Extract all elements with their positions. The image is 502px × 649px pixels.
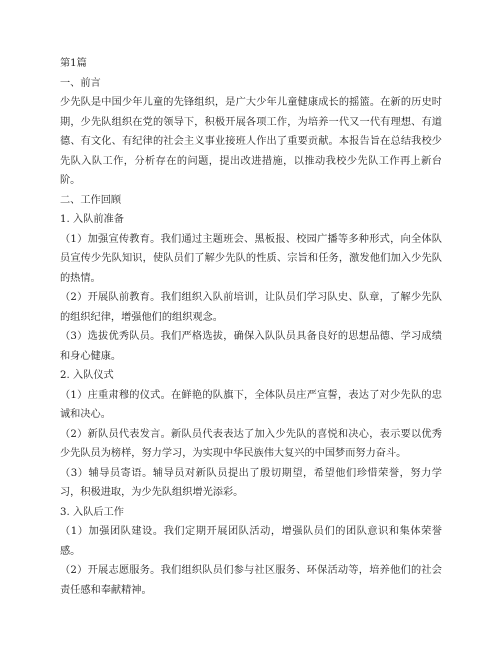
list-item: （1）加强宣传教育。我们通过主题班会、黑板报、校园广播等多种形式，向全体队员宣传少先队知识，使队员们了解少先队的性质、宗旨和任务，激发他们加入少先队的热情。 — [60, 233, 442, 284]
section-heading-preface: 一、前言 — [60, 77, 101, 89]
list-item: （1）庄重肃穆的仪式。在鲜艳的队旗下，全体队员庄严宣誓，表达了对少先队的忠诚和决心。 — [60, 389, 442, 420]
subsection-heading-preparation: 1. 入队前准备 — [60, 214, 124, 225]
list-item: （2）开展志愿服务。我们组织队员们参与社区服务、环保活动等，培养他们的社会责任感和奉献精神。 — [60, 565, 442, 596]
page-label: 第1篇 — [60, 58, 87, 69]
preface-paragraph: 少先队是中国少年儿童的先锋组织，是广大少年儿童健康成长的摇篮。在新的历史时期，少先队组织在党的领导下，积极开展各项工作，为培养一代又一代有理想、有道德、有文化、有纪律的社会主义事业接班人作出了重要贡献。本报告旨在总结我校少先队入队工作，分析存在的问题，提出改进措施，以推动我校少先队工作再上新台阶。 — [60, 97, 442, 186]
list-item: （3）辅导员寄语。辅导员对新队员提出了殷切期望，希望他们珍惜荣誉，努力学习，积极进取，为少先队组织增光添彩。 — [60, 467, 442, 498]
list-item: （2）开展队前教育。我们组织入队前培训，让队员们学习队史、队章，了解少先队的组织纪律，增强他们的组织观念。 — [60, 292, 442, 323]
list-item: （3）选拔优秀队员。我们严格选拔，确保入队队员具备良好的思想品德、学习成绩和身心健康。 — [60, 331, 442, 362]
list-item: （1）加强团队建设。我们定期开展团队活动，增强队员们的团队意识和集体荣誉感。 — [60, 526, 442, 557]
subsection-heading-after-joining: 3. 入队后工作 — [60, 506, 124, 518]
subsection-heading-ceremony: 2. 入队仪式 — [60, 370, 114, 381]
section-heading-review: 二、工作回顾 — [60, 194, 122, 206]
list-item: （2）新队员代表发言。新队员代表表达了加入少先队的喜悦和决心，表示要以优秀少先队员为榜样，努力学习，为实现中华民族伟大复兴的中国梦而努力奋斗。 — [60, 428, 442, 459]
